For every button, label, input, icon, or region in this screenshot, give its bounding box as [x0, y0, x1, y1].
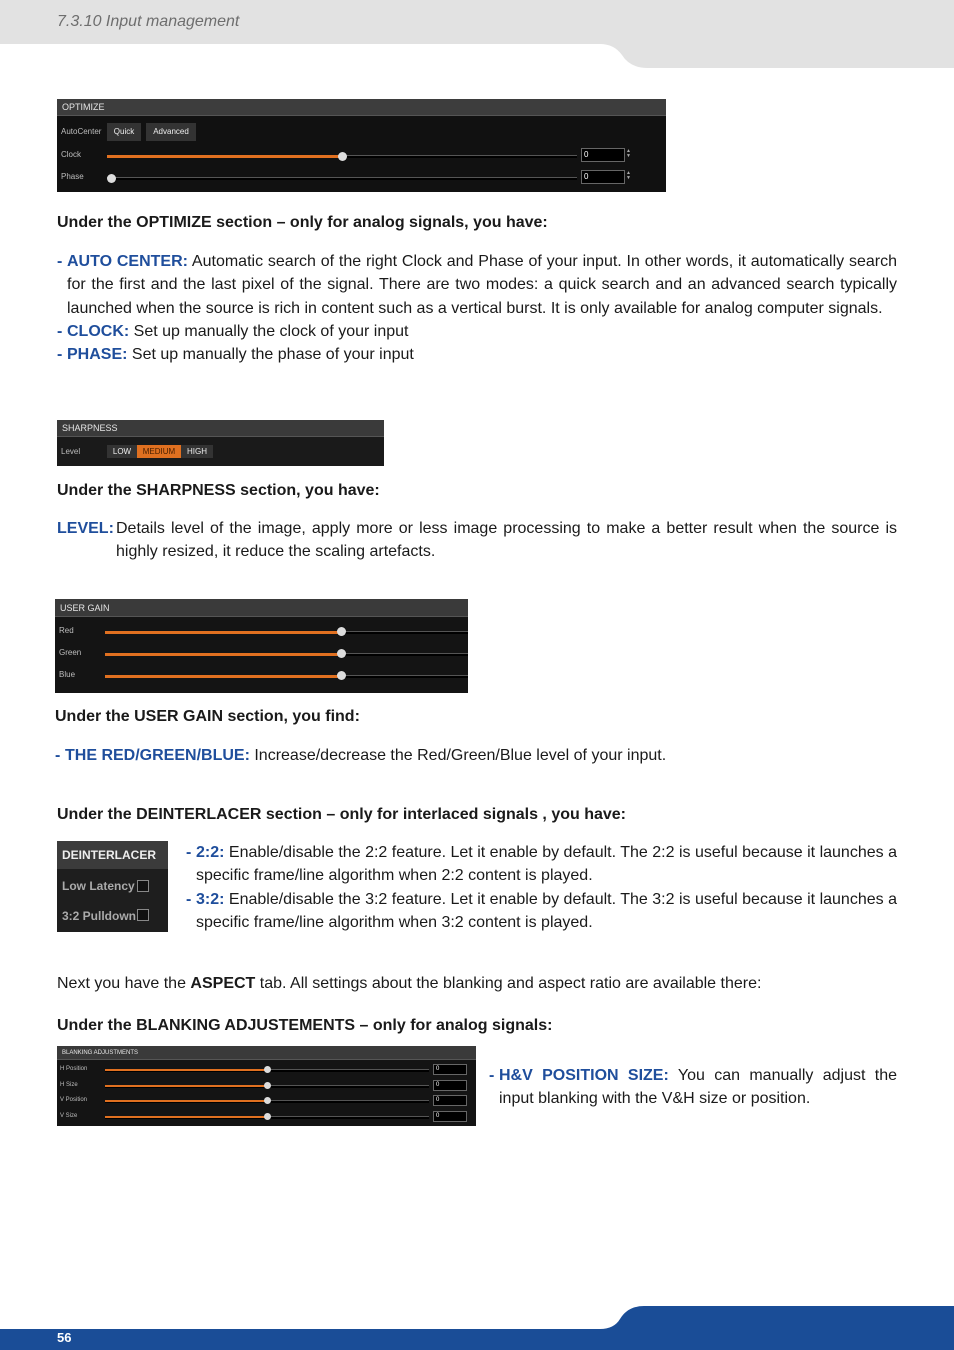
- green-slider-fill: [105, 653, 341, 656]
- blue-slider-handle[interactable]: [337, 671, 346, 680]
- blanking-value-input[interactable]: 0: [433, 1111, 467, 1122]
- optimize-heading: Under the OPTIMIZE section – only for analog signals, you have:: [57, 214, 548, 231]
- 22-bullet: [186, 841, 897, 888]
- phase-slider-handle[interactable]: [107, 174, 116, 183]
- sharpness-panel: [57, 420, 384, 466]
- low-latency-label: Low Latency: [62, 879, 135, 893]
- blanking-slider-handle[interactable]: [264, 1097, 271, 1104]
- rgb-key: THE RED/GREEN/BLUE:: [65, 747, 250, 764]
- blanking-slider-fill: [105, 1085, 267, 1087]
- low-button[interactable]: LOW: [107, 445, 137, 458]
- hv-bullet: [489, 1064, 897, 1111]
- hv-text: You can manually adjust the input blanking with the V&H size or position.: [499, 1067, 898, 1108]
- sharpness-heading: Under the SHARPNESS section, you have:: [57, 482, 380, 499]
- deinterlacer-heading: Under the DEINTERLACER section – only for interlaced signals , you have:: [57, 806, 626, 823]
- aspect-intro: [57, 972, 897, 995]
- medium-button[interactable]: MEDIUM: [137, 445, 181, 458]
- quick-button[interactable]: Quick: [107, 123, 141, 141]
- blanking-row-label: H Size: [60, 1081, 78, 1088]
- blanking-row-label: H Position: [60, 1066, 88, 1072]
- phase-value-input[interactable]: 0: [581, 170, 625, 184]
- blue-label: Blue: [59, 670, 76, 679]
- green-slider-handle[interactable]: [337, 649, 346, 658]
- optimize-panel-header: OPTIMIZE: [57, 99, 666, 116]
- blanking-value-input[interactable]: 0: [433, 1080, 467, 1091]
- blanking-slider-handle[interactable]: [264, 1082, 271, 1089]
- blanking-slider-fill: [105, 1100, 267, 1102]
- auto-center-bullet: [57, 250, 897, 320]
- dash: -: [57, 322, 63, 340]
- red-label: Red: [59, 626, 74, 635]
- hv-key: H&V POSITION SIZE:: [499, 1067, 669, 1084]
- dash: -: [489, 1067, 495, 1084]
- clock-label: Clock: [61, 150, 82, 159]
- phase-label: Phase: [61, 172, 84, 181]
- auto-center-text: Automatic search of the right Clock and Phase of your input. In other words, it automatically search for the first and the last pixel of the signal. There are two modes: a quick search and an advanced search typically launched when the source is rich in content such as a vertical burst. It is only available for analog computer signals.: [67, 253, 898, 317]
- page-number: 56: [57, 1330, 72, 1345]
- blanking-heading: Under the BLANKING ADJUSTEMENTS – only for analog signals:: [57, 1017, 553, 1034]
- clock-text: Set up manually the clock of your input: [129, 322, 409, 340]
- deinterlacer-panel: [57, 841, 168, 932]
- aspect-post: tab. All settings about the blanking and aspect ratio are available there:: [255, 975, 762, 992]
- clock-key: CLOCK:: [67, 322, 130, 340]
- clock-value-input[interactable]: 0: [581, 148, 625, 162]
- high-button[interactable]: HIGH: [181, 445, 213, 458]
- clock-spinner-icon[interactable]: ▲ ▼: [626, 148, 631, 159]
- clock-slider-fill: [107, 155, 342, 158]
- blanking-description: [489, 1064, 897, 1111]
- auto-center-key: AUTO CENTER:: [67, 253, 188, 270]
- user-gain-description: [55, 744, 895, 767]
- section-title: 7.3.10 Input management: [57, 13, 240, 30]
- user-gain-panel-header: USER GAIN: [55, 599, 468, 617]
- deinterlacer-description: [186, 841, 897, 934]
- clock-bullet: [57, 320, 897, 343]
- blanking-panel: [57, 1046, 476, 1126]
- phase-key: PHASE:: [67, 346, 128, 364]
- user-gain-heading: Under the USER GAIN section, you find:: [55, 708, 360, 725]
- 32-text: Enable/disable the 3:2 feature. Let it enable by default. The 3:2 is useful because it launches a specific frame/line algorithm when 3:2 content is played.: [196, 890, 897, 931]
- clock-slider-handle[interactable]: [338, 152, 347, 161]
- blanking-slider-handle[interactable]: [264, 1066, 271, 1073]
- blue-slider-fill: [105, 675, 341, 678]
- phase-slider-track[interactable]: [107, 177, 577, 180]
- sharpness-panel-header: SHARPNESS: [57, 420, 384, 437]
- rgb-text: Increase/decrease the Red/Green/Blue level of your input.: [249, 747, 667, 764]
- optimize-description: [57, 250, 897, 366]
- blanking-row-label: V Position: [60, 1097, 88, 1103]
- pulldown-checkbox[interactable]: [137, 909, 149, 921]
- blanking-panel-header: BLANKING ADJUSTMENTS: [57, 1046, 476, 1060]
- level-text: Details level of the image, apply more or less image processing to make a better result when the source is highly resized, it reduce the scaling artefacts.: [116, 520, 897, 561]
- blanking-slider-fill: [105, 1116, 267, 1118]
- page-footer-band: [0, 1300, 954, 1350]
- low-latency-checkbox[interactable]: [137, 880, 149, 892]
- advanced-button[interactable]: Advanced: [146, 123, 196, 141]
- red-slider-fill: [105, 631, 341, 634]
- green-label: Green: [59, 648, 82, 657]
- red-slider-handle[interactable]: [337, 627, 346, 636]
- phase-text: Set up manually the phase of your input: [127, 346, 414, 364]
- user-gain-panel: [55, 599, 468, 693]
- blanking-slider-fill: [105, 1069, 267, 1071]
- blanking-slider-handle[interactable]: [264, 1113, 271, 1120]
- blanking-value-input[interactable]: 0: [433, 1095, 467, 1106]
- aspect-pre: Next you have the: [57, 975, 191, 992]
- 22-text: Enable/disable the 2:2 feature. Let it enable by default. The 2:2 is useful because it launches a specific frame/line algorithm when 2:2 content is played.: [196, 844, 897, 885]
- 32-key: 3:2:: [196, 890, 225, 908]
- optimize-panel: [57, 99, 666, 192]
- aspect-bold: ASPECT: [190, 975, 256, 992]
- deinterlacer-panel-header: DEINTERLACER: [57, 841, 168, 869]
- dash: -: [57, 346, 63, 364]
- level-key: LEVEL:: [57, 520, 114, 537]
- autocenter-label: AutoCenter: [61, 127, 102, 136]
- dash: -: [186, 890, 192, 908]
- 22-key: 2:2:: [196, 844, 225, 861]
- 32-bullet: [186, 888, 897, 935]
- dash: -: [186, 844, 192, 861]
- pulldown-label: 3:2 Pulldown: [62, 909, 137, 923]
- dash: -: [57, 253, 63, 270]
- blanking-value-input[interactable]: 0: [433, 1064, 467, 1075]
- sharpness-description: [57, 517, 897, 564]
- phase-bullet: [57, 343, 897, 366]
- page-header-band: [0, 0, 954, 68]
- dash: -: [55, 747, 61, 764]
- phase-spinner-icon[interactable]: ▲ ▼: [626, 170, 631, 181]
- level-label: Level: [61, 447, 81, 456]
- rgb-bullet: [55, 744, 895, 767]
- blanking-row-label: V Size: [60, 1112, 78, 1119]
